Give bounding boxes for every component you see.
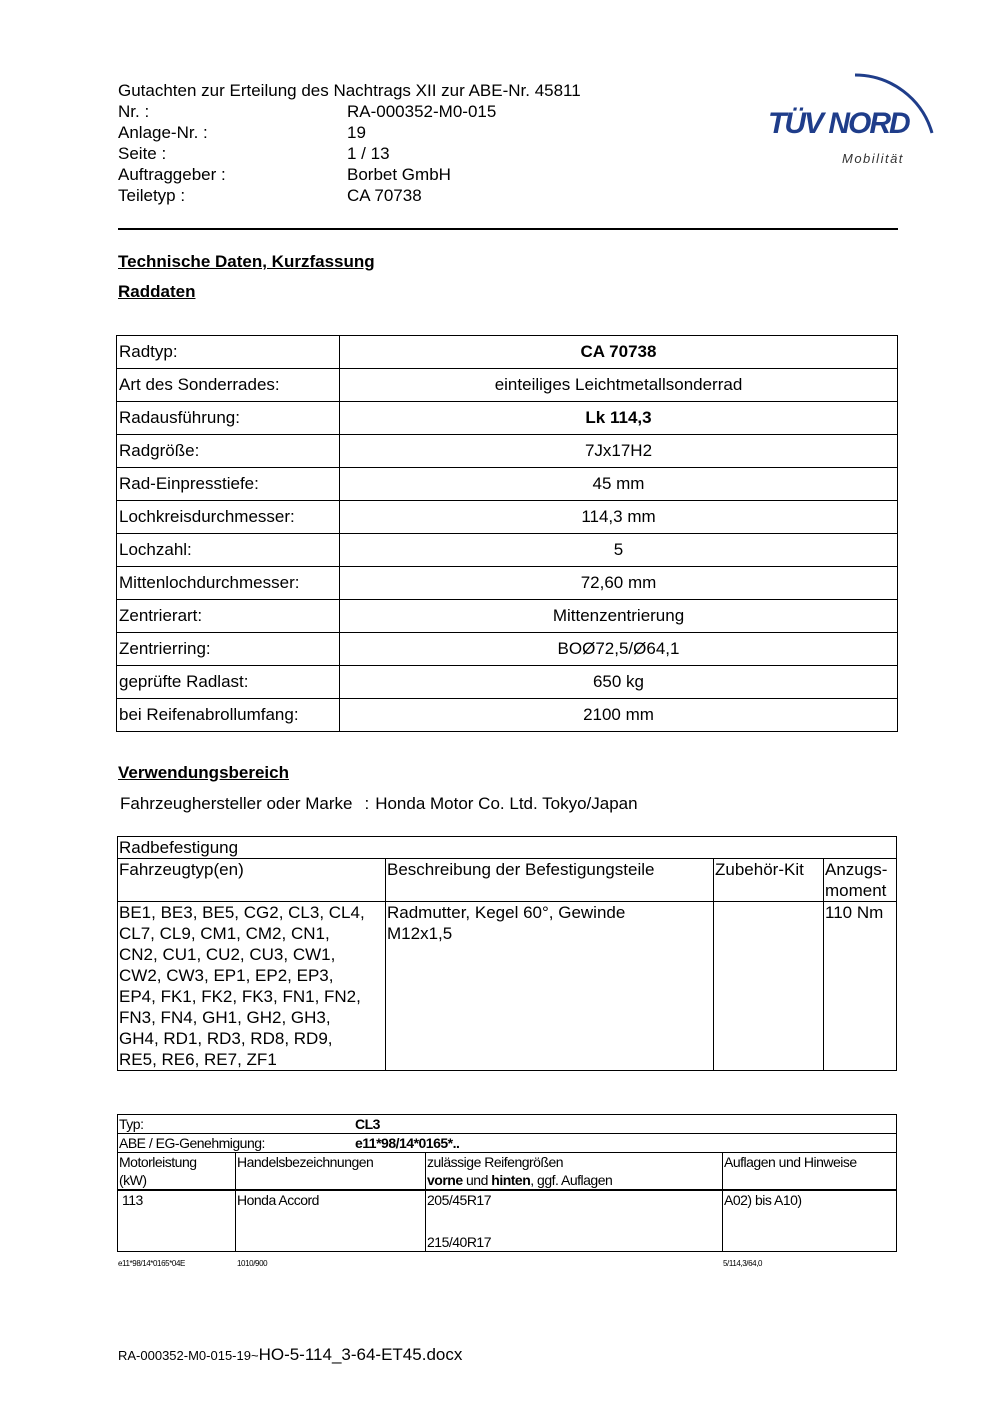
table-row [117,567,898,600]
value-cell: 2100 mm [340,699,898,732]
fahrzeugtyp-cell [118,902,386,1071]
column-header-beschreibung: Beschreibung der Befestigungsteile [386,859,714,902]
section-raddaten-heading: Raddaten [118,282,196,301]
type-line: FN3, FN4, GH1, GH2, GH3, [119,1008,331,1027]
note-weights: 1010/900 [237,1259,268,1268]
key-cell: Lochkreisdurchmesser: [117,501,340,534]
anzugsmoment-cell: 110 Nm [824,902,897,1071]
key-cell: Mittenlochdurchmesser: [117,567,340,600]
column-header-handel: Handelsbezeichnungen [236,1153,426,1191]
logo-subtitle: Mobilität [842,151,904,166]
type-line: CN2, CU1, CU2, CU3, CW1, [119,945,336,964]
motor-header-unit: (kW) [119,1172,147,1188]
motor-header-line: Motorleistung [119,1154,197,1170]
typ-label: Typ: [119,1116,144,1132]
table-row [117,633,898,666]
key-cell: Lochzahl: [117,534,340,567]
table-row [118,837,897,859]
reifen-und: und [462,1172,492,1188]
table-row [117,501,898,534]
desc-line: M12x1,5 [387,924,453,943]
value-cell: 650 kg [340,666,898,699]
value-cell: Lk 114,3 [340,402,898,435]
manufacturer-label: Fahrzeughersteller oder Marke [120,794,353,813]
table-row [118,1190,897,1252]
column-header-motor [118,1153,236,1191]
abe-label: ABE / EG-Genehmigung: [119,1135,265,1151]
table-row [117,336,898,369]
key-cell: Art des Sonderrades: [117,369,340,402]
reifen-header-sub [427,1171,721,1189]
raddaten-table [116,335,898,732]
table-row [118,1115,897,1134]
table-header-row [118,1153,897,1191]
abe-row [118,1134,897,1153]
key-cell: Zentrierring: [117,633,340,666]
header-value: 1 / 13 [347,144,390,163]
manufacturer-separator: : [364,794,370,813]
key-cell: Rad-Einpresstiefe: [117,468,340,501]
table-row [117,468,898,501]
table-row [117,534,898,567]
header-value: CA 70738 [347,186,422,205]
reifen-hinten: hinten [491,1172,531,1188]
header-label: Auftraggeber : [118,165,226,184]
value-cell: BOØ72,5/Ø64,1 [340,633,898,666]
note-pcd: 5/114,3/64,0 [723,1259,763,1268]
footer-prefix: RA-000352-M0-015-19~ [118,1348,259,1363]
anzugsmoment-label: Anzugs-moment [825,860,888,900]
reifen-rest: , ggf. Auflagen [530,1172,613,1188]
header-label: Seite : [118,144,167,163]
type-line: CL7, CL9, CM1, CM2, CN1, [119,924,330,943]
reifen-vorne: vorne [427,1172,463,1188]
section-tech-heading: Technische Daten, Kurzfassung [118,252,375,271]
table-row [117,402,898,435]
key-cell: Zentrierart: [117,600,340,633]
reifen-cell [426,1190,723,1252]
logo-brand: TÜV NORD [768,107,909,140]
column-header-reifen [426,1153,723,1191]
value-cell: 5 [340,534,898,567]
key-cell: geprüfte Radlast: [117,666,340,699]
manufacturer-value: Honda Motor Co. Ltd. Tokyo/Japan [375,794,638,813]
type-line: CW2, CW3, EP1, EP2, EP3, [119,966,334,985]
motor-cell: 113 [118,1190,236,1252]
key-cell: Radausführung: [117,402,340,435]
header-row-teiletyp [118,185,422,206]
note-approval: e11*98/14*0165*04E [118,1259,185,1268]
header-row-nr [118,101,496,122]
value-cell: 7Jx17H2 [340,435,898,468]
tuv-nord-logo [760,55,945,175]
value-cell: CA 70738 [340,336,898,369]
reifen-header-line: zulässige Reifengrößen [427,1154,564,1170]
column-header-auflagen: Auflagen und Hinweise [723,1153,897,1191]
typ-row [118,1115,897,1134]
tire-size: 205/45R17 [427,1192,492,1208]
key-cell: Radtyp: [117,336,340,369]
footer-filename [118,1345,462,1365]
document-title: Gutachten zur Erteilung des Nachtrags XII zur ABE-Nr. 45811 [118,81,581,100]
header-label: Nr. : [118,102,150,121]
zubehoer-cell [714,902,824,1071]
table-row [117,666,898,699]
table-header-row [118,859,897,902]
column-header-fahrzeugtyp: Fahrzeugtyp(en) [118,859,386,902]
value-cell: 72,60 mm [340,567,898,600]
header-divider [118,228,898,230]
table-row [117,369,898,402]
value-cell: 114,3 mm [340,501,898,534]
table-row [117,600,898,633]
header-value: RA-000352-M0-015 [347,102,497,121]
abe-value: e11*98/14*0165*.. [355,1135,460,1151]
column-header-anzugsmoment [824,859,897,902]
footer-file: HO-5-114_3-64-ET45.docx [258,1345,463,1364]
type-line: EP4, FK1, FK2, FK3, FN1, FN2, [119,987,361,1006]
beschreibung-cell [386,902,714,1071]
auflagen-cell: A02) bis A10) [723,1190,897,1252]
value-cell: 45 mm [340,468,898,501]
header-label: Anlage-Nr. : [118,123,208,142]
tire-spacer [427,1209,721,1233]
handel-cell: Honda Accord [236,1190,426,1252]
desc-line: Radmutter, Kegel 60°, Gewinde [387,903,626,922]
typ-value: CL3 [355,1116,380,1132]
header-value: 19 [347,123,366,142]
header-row-seite [118,143,390,164]
manufacturer-line [120,794,638,814]
header-value: Borbet GmbH [347,165,451,184]
typ-table [117,1114,897,1252]
type-line: GH4, RD1, RD3, RD8, RD9, [119,1029,333,1048]
type-line: RE5, RE6, RE7, ZF1 [119,1050,277,1069]
radbefestigung-table [117,836,897,1071]
table-row [117,699,898,732]
header-label: Teiletyp : [118,186,186,205]
header-row-auftraggeber [118,164,451,185]
table-row [118,1134,897,1153]
tire-size: 215/40R17 [427,1234,492,1250]
key-cell: Radgröße: [117,435,340,468]
header-row-anlage [118,122,366,143]
table-row [118,902,897,1071]
type-line: BE1, BE3, BE5, CG2, CL3, CL4, [119,903,365,922]
value-cell: einteiliges Leichtmetallsonderrad [340,369,898,402]
section-verwendung-heading: Verwendungsbereich [118,763,289,782]
radbefestigung-title: Radbefestigung [118,837,897,859]
key-cell: bei Reifenabrollumfang: [117,699,340,732]
table-row [117,435,898,468]
value-cell: Mittenzentrierung [340,600,898,633]
column-header-zubehoer: Zubehör-Kit [714,859,824,902]
